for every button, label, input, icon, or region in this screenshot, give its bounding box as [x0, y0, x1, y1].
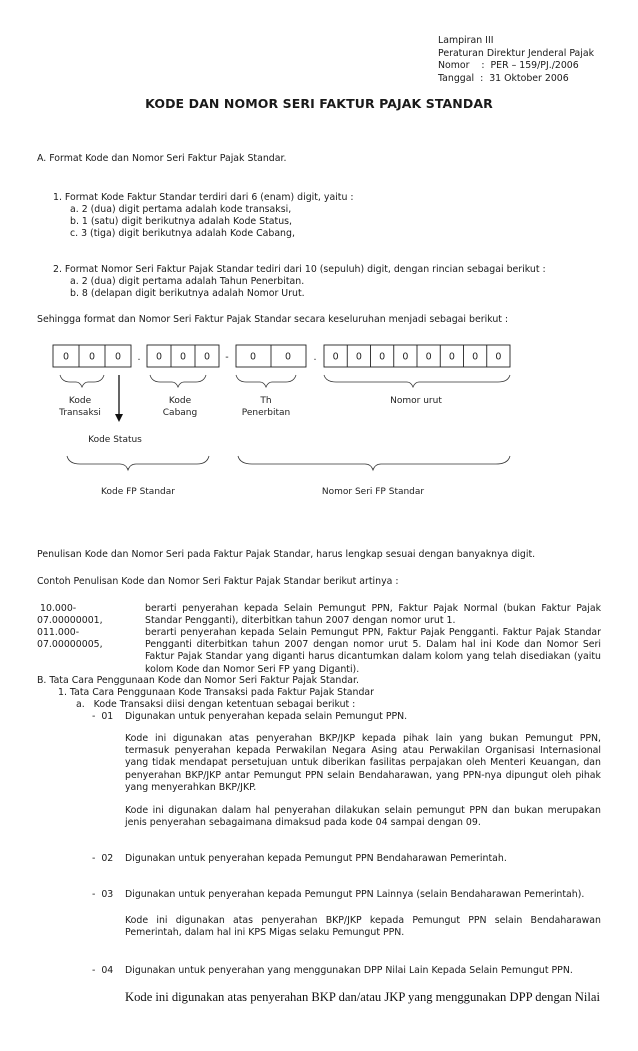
example-meaning-2: berarti penyerahan kepada Selain Pemungut PPN, Faktur Pajak Pengganti. Faktur Pajak Standar Pengganti diterbitkan tahun 2007 dengan nomor urut 5. Dalam hal ini Kode dan Nomor Seri Faktur Pajak Standar yang diganti harus dicantumkan dalam kolom yang telah disediakan (yaitu kolom Kode dan Nomor Seri FP yang Diganti). [145, 627, 601, 675]
item-1-sub-b: b. 1 (satu) digit berikutnya adalah Kode Status, [70, 216, 292, 227]
digit: 0 [62, 351, 70, 363]
brace-kode-transaksi [60, 375, 104, 387]
example-code-line: 07.00000001, [37, 615, 103, 627]
separator-dash: - [225, 352, 229, 363]
digit: 0 [203, 351, 211, 363]
format-summary: Sehingga format dan Nomor Seri Faktur Pajak Standar secara keseluruhan menjadi sebagai berikut : [37, 314, 509, 325]
label-kode-status: Kode Status [88, 435, 142, 445]
code-04-label: - 04 [92, 965, 114, 976]
digit: 0 [284, 351, 292, 363]
item-1-sub-c: c. 3 (tiga) digit berikutnya adalah Kode Cabang, [70, 228, 295, 239]
label-kode-fp-standar: Kode FP Standar [101, 487, 175, 497]
label-th-penerbitan-1: Th [260, 396, 272, 406]
arrow-head-icon [115, 414, 123, 422]
section-a-heading: A. Format Kode dan Nomor Seri Faktur Pajak Standar. [37, 153, 287, 164]
digit: 0 [472, 351, 479, 363]
digit: 0 [355, 351, 362, 363]
code-01-note-2: Kode ini digunakan dalam hal penyerahan dilakukan selain pemungut PPN dan bukan merupakan jenis penyerahan sebagaimana dimaksud pada kode 04 sampai dengan 09. [125, 805, 601, 829]
code-04-note-1: Kode ini digunakan atas penyerahan BKP dan/atau JKP yang menggunakan DPP dengan Nilai [125, 990, 600, 1004]
separator-dot: . [137, 352, 141, 363]
regulation-label: Peraturan Direktur Jenderal Pajak [438, 47, 595, 59]
digit: 0 [114, 351, 122, 363]
code-03-label: - 03 [92, 889, 114, 900]
code-01-label: - 01 [92, 711, 114, 722]
item-2-sub-b: b. 8 (delapan digit berikutnya adalah Nomor Urut. [70, 288, 305, 299]
item-2-sub-a: a. 2 (dua) digit pertama adalah Tahun Penerbitan. [70, 276, 305, 287]
digit: 0 [402, 351, 409, 363]
section-b-item-1a: a. Kode Transaksi diisi dengan ketentuan sebagai berikut : [76, 699, 356, 710]
digit: 0 [379, 351, 386, 363]
digit: 0 [332, 351, 339, 363]
brace-th-penerbitan [236, 375, 296, 387]
label-kode-cabang-1: Kode [168, 396, 192, 406]
example-code-1 [37, 603, 103, 627]
item-2-intro: 2. Format Nomor Seri Faktur Pajak Standar tediri dari 10 (sepuluh) digit, dengan rincian sebagai berikut : [53, 264, 546, 275]
label-nomor-seri-fp-standar: Nomor Seri FP Standar [321, 487, 425, 497]
label-nomor-urut: Nomor urut [390, 396, 442, 406]
example-code-line: 07.00000005, [37, 639, 103, 651]
digit: 0 [249, 351, 257, 363]
code-03-note-1: Kode ini digunakan atas penyerahan BKP/JKP kepada Pemungut PPN selain Bendaharawan Pemerintah, dalam hal ini KPS Migas selaku Pemungut PPN. [125, 915, 601, 939]
contoh-intro: Contoh Penulisan Kode dan Nomor Seri Faktur Pajak Standar berikut artinya : [37, 576, 399, 587]
example-code-2 [37, 627, 103, 651]
digit: 0 [448, 351, 455, 363]
digit: 0 [179, 351, 187, 363]
digit: 0 [88, 351, 96, 363]
item-1-intro: 1. Format Kode Faktur Standar terdiri dari 6 (enam) digit, yaitu : [53, 192, 354, 203]
separator-dot: . [313, 352, 317, 363]
brace-kode-cabang [150, 375, 206, 387]
code-01-desc: Digunakan untuk penyerahan kepada selain Pemungut PPN. [125, 711, 408, 722]
digit: 0 [155, 351, 163, 363]
format-diagram [0, 330, 638, 510]
label-kode-transaksi-1: Kode [68, 396, 92, 406]
code-02-label: - 02 [92, 853, 114, 864]
example-code-line: 10.000- [37, 603, 77, 614]
code-03-desc: Digunakan untuk penyerahan kepada Pemungut PPN Lainnya (selain Bendaharawan Pemerintah). [125, 889, 585, 900]
label-kode-cabang-2: Cabang [162, 408, 198, 418]
label-th-penerbitan-2: Penerbitan [241, 408, 291, 418]
penulisan-note: Penulisan Kode dan Nomor Seri pada Faktur Pajak Standar, harus lengkap sesuai dengan banyaknya digit. [37, 549, 536, 560]
code-04-desc: Digunakan untuk penyerahan yang menggunakan DPP Nilai Lain Kepada Selain Pemungut PPN. [125, 965, 573, 976]
brace-nomor-urut [324, 375, 510, 387]
attachment-label: Lampiran III [438, 35, 494, 46]
digit: 0 [495, 351, 502, 363]
code-02-desc: Digunakan untuk penyerahan kepada Pemungut PPN Bendaharawan Pemerintah. [125, 853, 507, 864]
page-title: KODE DAN NOMOR SERI FAKTUR PAJAK STANDAR [145, 96, 493, 111]
label-kode-transaksi-2: Transaksi [59, 408, 101, 418]
section-b-item-1: 1. Tata Cara Penggunaan Kode Transaksi pada Faktur Pajak Standar [58, 687, 374, 698]
regulation-date: Tanggal : 31 Oktober 2006 [438, 72, 569, 84]
brace-nomor-seri-fp [238, 456, 510, 470]
regulation-number: Nomor : PER – 159/PJ./2006 [438, 60, 579, 71]
item-1-sub-a: a. 2 (dua) digit pertama adalah kode transaksi, [70, 204, 292, 215]
example-code-line: 011.000- [37, 627, 80, 638]
example-meaning-1: berarti penyerahan kepada Selain Pemungut PPN, Faktur Pajak Normal (bukan Faktur Pajak Standar Pengganti), diterbitkan tahun 2007 dengan nomor urut 1. [145, 603, 601, 627]
digit: 0 [425, 351, 432, 363]
section-b-heading: B. Tata Cara Penggunaan Kode dan Nomor Seri Faktur Pajak Standar. [37, 675, 360, 686]
code-01-note-1: Kode ini digunakan atas penyerahan BKP/JKP kepada pihak lain yang bukan Pemungut PPN, termasuk penyerahan kepada Perwakilan Negara Asing atau Perwakilan Organisasi Internasional yang tidak mendapat persetujuan untuk diberikan fasilitas perpajakan oleh Menteri Keuangan, dan penyerahan BKP/JKP antar Pemungut PPN selain Bendaharawan, yang PPN-nya dipungut oleh pihak yang menyerahkan BKP/JKP. [125, 733, 601, 793]
brace-kode-fp-standar [67, 456, 209, 470]
